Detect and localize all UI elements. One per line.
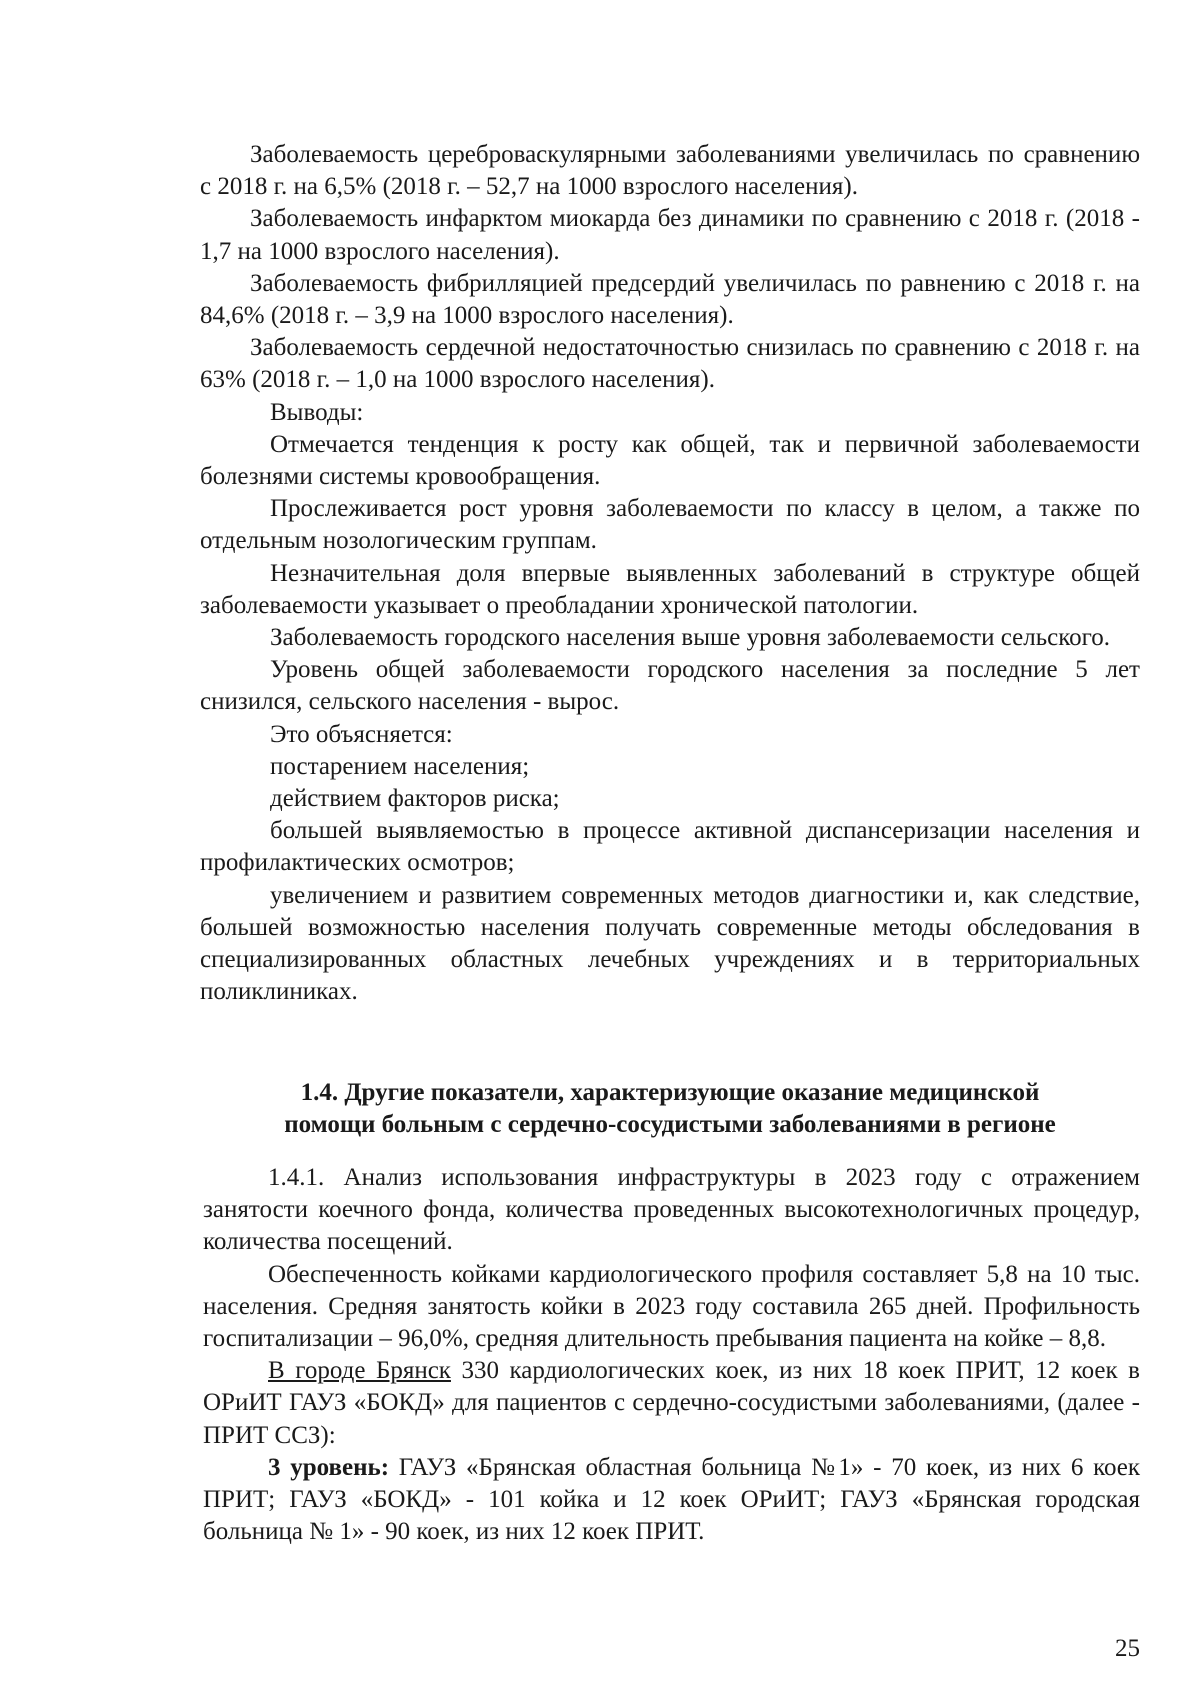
paragraph-growth: Прослеживается рост уровня заболеваемости по классу в целом, а также по отдельным нозологическим группам. <box>200 495 1140 555</box>
bryansk-beds-text: 330 кардиологических коек, из них 18 коек ПРИТ, 12 коек в ОРиИТ ГАУЗ «БОКД» для пациентов с сердечно-сосудистыми заболеваниями, (далее - ПРИТ ССЗ): <box>203 1357 1140 1449</box>
explained-label: Это объясняется: <box>270 720 453 748</box>
section-heading-line1: 1.4. Другие показатели, характеризующие оказание медицинской <box>300 1079 1040 1106</box>
paragraph-myocardial-infarction: Заболеваемость инфарктом миокарда без динамики по сравнению с 2018 г. (2018 - 1,7 на 1000 взрослого населения). <box>200 205 1140 265</box>
paragraph-five-years: Уровень общей заболеваемости городского населения за последние 5 лет снизился, сельского населения - вырос. <box>200 656 1140 716</box>
paragraph-cerebrovascular: Заболеваемость цереброваскулярными заболеваниями увеличилась по сравнению с 2018 г. на 6,5% (2018 г. – 52,7 на 1000 взрослого населения). <box>200 141 1140 201</box>
paragraph-atrial-fibrillation: Заболеваемость фибрилляцией предсердий увеличилась по равнению с 2018 г. на 84,6% (2018 г. – 3,9 на 1000 взрослого населения). <box>200 269 1140 330</box>
page-number: 25 <box>1115 1635 1140 1662</box>
paragraph-bryansk-beds <box>203 1355 1140 1452</box>
paragraph-level-3 <box>203 1452 1140 1549</box>
reason-aging: постарением населения; <box>270 752 530 780</box>
level-3-label: 3 уровень: <box>268 1453 390 1481</box>
paragraph-heart-failure: Заболеваемость сердечной недостаточностью снизилась по сравнению с 2018 г. на 63% (2018 г. – 1,0 на 1000 взрослого населения). <box>200 334 1140 394</box>
section-heading-line2: помощи больным с сердечно-сосудистыми заболеваниями в регионе <box>284 1111 1056 1138</box>
paragraph-share: Незначительная доля впервые выявленных заболеваний в структуре общей заболеваемости указывает о преобладании хронической патологии. <box>200 559 1140 619</box>
paragraph-trend: Отмечается тенденция к росту как общей, так и первичной заболеваемости болезнями системы кровообращения. <box>200 430 1140 491</box>
reason-diagnostics: увеличением и развитием современных методов диагностики и, как следствие, большей возможностью населения получать современные методы обследования в специализированных областных лечебных учреждениях и в территориальных поликлиниках. <box>200 881 1140 1006</box>
paragraph-infrastructure-analysis: 1.4.1. Анализ использования инфраструктуры в 2023 году с отражением занятости коечного фонда, количества проведенных высокотехнологичных процедур, количества посещений. <box>203 1164 1140 1256</box>
reason-risk-factors: действием факторов риска; <box>270 785 560 813</box>
paragraph-urban-rural: Заболеваемость городского населения выше уровня заболеваемости сельского. <box>270 624 1110 652</box>
bryansk-city-underlined: В городе Брянск <box>268 1357 451 1385</box>
conclusions-label: Выводы: <box>270 398 364 426</box>
text-block-infrastructure <box>203 1162 1140 1548</box>
section-heading <box>200 1077 1140 1141</box>
text-block-conclusions <box>200 139 1140 1008</box>
reason-detection: большей выявляемостью в процессе активной диспансеризации населения и профилактических осмотров; <box>200 817 1140 877</box>
paragraph-bed-provision: Обеспеченность койками кардиологического профиля составляет 5,8 на 10 тыс. населения. Средняя занятость койки в 2023 году составила 265 дней. Профильность госпитализации – 96,0%, средняя длительность пребывания пациента на койке – 8,8. <box>203 1260 1140 1353</box>
level-3-text: ГАУЗ «Брянская областная больница №1» - 70 коек, из них 6 коек ПРИТ; ГАУЗ «БОКД» - 101 койка и 12 коек ОРиИТ; ГАУЗ «Брянская городская больница № 1» - 90 коек, из них 12 коек ПРИТ. <box>203 1453 1140 1546</box>
